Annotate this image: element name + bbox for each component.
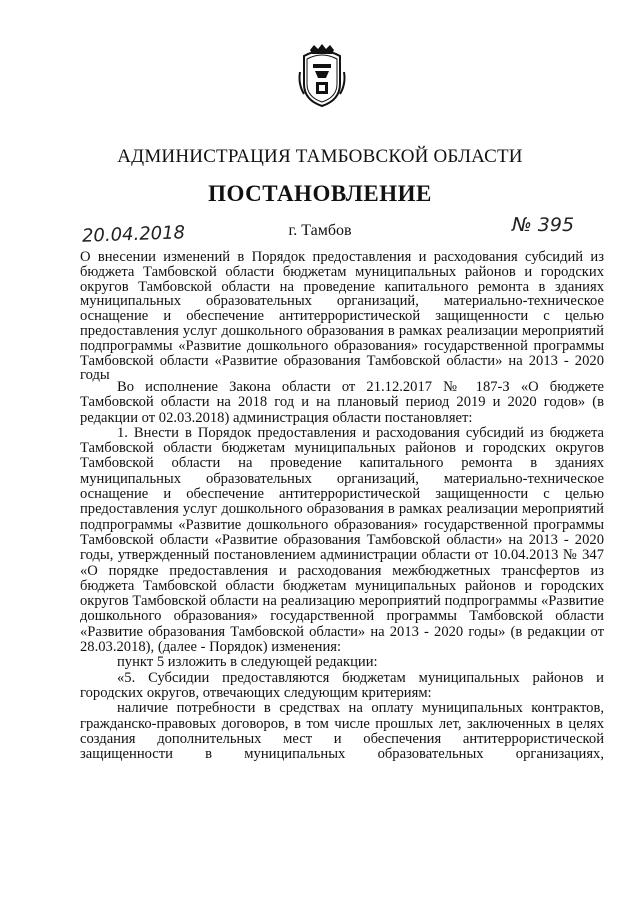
item-1-paragraph: 1. Внести в Порядок предоставления и расходования субсидий из бюджета Тамбовской области бюджетам муниципальных районов и городских округов Тамбовской области на проведение капитального ремонта в зданиях муниципальных образовательных организаций, материально-техническое оснащение и обеспечение антитеррористической защищенности с целью предоставления услуг дошкольного образования в рамках реализации мероприятий подпрограммы «Развитие дошкольного образования» государственной программы Тамбовской области «Развитие образования Тамбовской области» на 2013 - 2020 годы, утвержденный постановлением администрации области от 10.04.2013 № 347 «О порядке предоставления и расходования межбюджетных трансфертов из бюджета Тамбовской области бюджетам муниципальных районов и городских округов Тамбовской области на реализацию мероприятий подпрограммы «Развитие дошкольного образования» государственной программы Тамбовской области «Развитие образования Тамбовской области» на 2013 - 2020 годы» (в редакции от 28.03.2018), (далее - Порядок) изменения: [80, 424, 604, 656]
organization-name: АДМИНИСТРАЦИЯ ТАМБОВСКОЙ ОБЛАСТИ [117, 146, 523, 167]
point-5-text: «5. Субсидии предоставляются бюджетам муниципальных районов и городских округов, отвечающих следующим критериям: [80, 669, 604, 701]
point-5-intro: пункт 5 изложить в следующей редакции: [117, 654, 378, 671]
document-type: ПОСТАНОВЛЕНИЕ [208, 181, 432, 206]
document-subject: О внесении изменений в Порядок предоставления и расходования субсидий из бюджета Тамбовской области бюджетам муниципальных районов и городских округов Тамбовской области на проведение капитального ремонта в зданиях муниципальных образовательных организаций, материально-техническое оснащение и обеспечение антитеррористической защищенности с целью предоставления услуг дошкольного образования в рамках реализации мероприятий подпрограммы «Развитие дошкольного образования» государственной программы Тамбовской области «Развитие образования Тамбовской области» на 2013 - 2020 годы [80, 249, 604, 384]
document-body [80, 380, 604, 762]
document-city: г. Тамбов [288, 222, 352, 239]
document-date: 20.04.2018 [81, 222, 186, 247]
criterion-1-paragraph: наличие потребности в средствах на оплату муниципальных контрактов, гражданско-правовых договоров, в том числе прошлых лет, заключенных в целях создания дополнительных мест и обеспечения антитеррористической защищенности в муниципальных образовательных организациях, [80, 700, 604, 763]
document-number: № 395 [512, 214, 575, 236]
preamble-paragraph: Во исполнение Закона области от 21.12.2017 № 187-З «О бюджете Тамбовской области на 2018 год и на плановый период 2019 и 2020 годов» (в редакции от 02.03.2018) администрация области постановляет: [80, 379, 604, 426]
coat-of-arms-icon [296, 44, 348, 108]
